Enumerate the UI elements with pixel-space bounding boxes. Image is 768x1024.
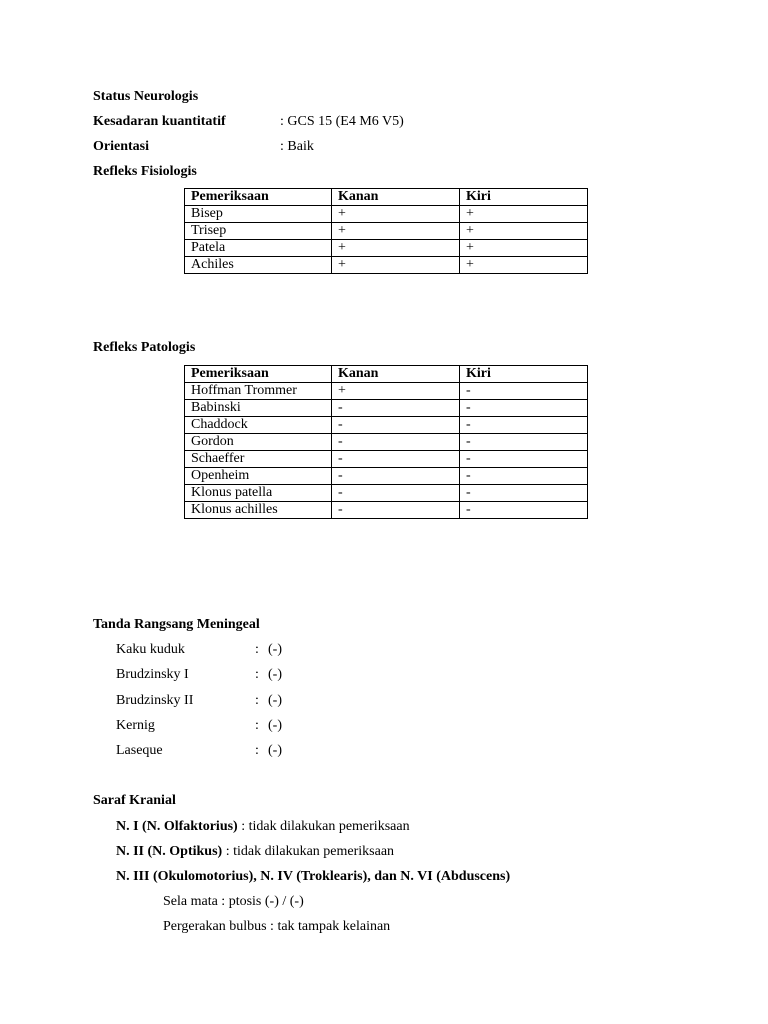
section-title-refleks-patologis: Refleks Patologis <box>93 340 196 355</box>
cell-pemeriksaan: Patela <box>185 240 332 257</box>
table-row <box>185 468 588 485</box>
cell-kanan: + <box>332 257 460 274</box>
cell-pemeriksaan: Achiles <box>185 257 332 274</box>
meningeal-value: (-) <box>268 718 282 733</box>
table-header-row <box>185 366 588 383</box>
header-kiri: Kiri <box>460 366 588 383</box>
cell-kiri: - <box>460 502 588 519</box>
meningeal-label: Kernig <box>116 718 155 733</box>
meningeal-value: (-) <box>268 642 282 657</box>
cell-pemeriksaan: Hoffman Trommer <box>185 383 332 400</box>
cell-kanan: + <box>332 383 460 400</box>
cell-kanan: - <box>332 434 460 451</box>
cell-pemeriksaan: Babinski <box>185 400 332 417</box>
table-row <box>185 417 588 434</box>
header-kanan: Kanan <box>332 189 460 206</box>
cell-kiri: + <box>460 240 588 257</box>
cell-kiri: + <box>460 257 588 274</box>
cell-kanan: - <box>332 502 460 519</box>
cell-pemeriksaan: Klonus patella <box>185 485 332 502</box>
orientasi-label: Orientasi <box>93 139 149 154</box>
cell-pemeriksaan: Chaddock <box>185 417 332 434</box>
header-kiri: Kiri <box>460 189 588 206</box>
cell-kiri: - <box>460 417 588 434</box>
meningeal-label: Brudzinsky I <box>116 667 189 682</box>
table-row <box>185 257 588 274</box>
nerve-name-n1: N. I (N. Olfaktorius) <box>116 819 238 834</box>
meningeal-value: (-) <box>268 743 282 758</box>
cell-kanan: - <box>332 400 460 417</box>
cell-kanan: + <box>332 206 460 223</box>
table-row <box>185 206 588 223</box>
table-row <box>185 383 588 400</box>
meningeal-sep: : <box>255 718 259 733</box>
nerve-line-n1 <box>116 819 410 835</box>
sela-mata: Sela mata : ptosis (-) / (-) <box>163 894 304 909</box>
cell-pemeriksaan: Openheim <box>185 468 332 485</box>
nerve-name-n2: N. II (N. Optikus) <box>116 844 223 859</box>
table-row <box>185 400 588 417</box>
nerve-result-n2: : tidak dilakukan pemeriksaan <box>222 844 395 859</box>
cell-kiri: + <box>460 206 588 223</box>
cell-kiri: - <box>460 451 588 468</box>
cell-kanan: + <box>332 240 460 257</box>
table-row <box>185 434 588 451</box>
meningeal-sep: : <box>255 743 259 758</box>
cell-pemeriksaan: Klonus achilles <box>185 502 332 519</box>
meningeal-value: (-) <box>268 667 282 682</box>
table-row <box>185 451 588 468</box>
header-kanan: Kanan <box>332 366 460 383</box>
refleks-patologis-table <box>184 365 588 519</box>
section-title-meningeal: Tanda Rangsang Meningeal <box>93 617 260 632</box>
meningeal-label: Brudzinsky II <box>116 693 194 708</box>
meningeal-sep: : <box>255 667 259 682</box>
meningeal-label: Kaku kuduk <box>116 642 185 657</box>
table-row <box>185 502 588 519</box>
refleks-fisiologis-table <box>184 188 588 274</box>
table-row <box>185 223 588 240</box>
orientasi-value: : Baik <box>280 139 314 154</box>
meningeal-sep: : <box>255 642 259 657</box>
cell-kiri: - <box>460 485 588 502</box>
cell-kanan: - <box>332 417 460 434</box>
cell-pemeriksaan: Gordon <box>185 434 332 451</box>
kesadaran-label: Kesadaran kuantitatif <box>93 114 226 129</box>
cell-kanan: - <box>332 451 460 468</box>
pergerakan-bulbus: Pergerakan bulbus : tak tampak kelainan <box>163 919 391 934</box>
section-title-status-neurologis: Status Neurologis <box>93 89 199 104</box>
section-title-saraf-kranial: Saraf Kranial <box>93 793 176 808</box>
nerve-line-n2 <box>116 844 394 860</box>
cell-kanan: - <box>332 468 460 485</box>
cell-kiri: - <box>460 468 588 485</box>
meningeal-label: Laseque <box>116 743 163 758</box>
table-header-row <box>185 189 588 206</box>
nerve-result-n1: : tidak dilakukan pemeriksaan <box>237 819 410 834</box>
table-row <box>185 485 588 502</box>
table-row <box>185 240 588 257</box>
nerve-name-n3-n4-n6: N. III (Okulomotorius), N. IV (Troklearis), dan N. VI (Abduscens) <box>116 869 511 884</box>
cell-kiri: - <box>460 383 588 400</box>
cell-kanan: + <box>332 223 460 240</box>
cell-kanan: - <box>332 485 460 502</box>
meningeal-value: (-) <box>268 693 282 708</box>
cell-kiri: - <box>460 400 588 417</box>
meningeal-sep: : <box>255 693 259 708</box>
cell-kiri: - <box>460 434 588 451</box>
cell-kiri: + <box>460 223 588 240</box>
section-title-refleks-fisiologis: Refleks Fisiologis <box>93 164 197 179</box>
header-pemeriksaan: Pemeriksaan <box>185 366 332 383</box>
cell-pemeriksaan: Schaeffer <box>185 451 332 468</box>
header-pemeriksaan: Pemeriksaan <box>185 189 332 206</box>
cell-pemeriksaan: Bisep <box>185 206 332 223</box>
kesadaran-value: : GCS 15 (E4 M6 V5) <box>280 114 404 129</box>
cell-pemeriksaan: Trisep <box>185 223 332 240</box>
